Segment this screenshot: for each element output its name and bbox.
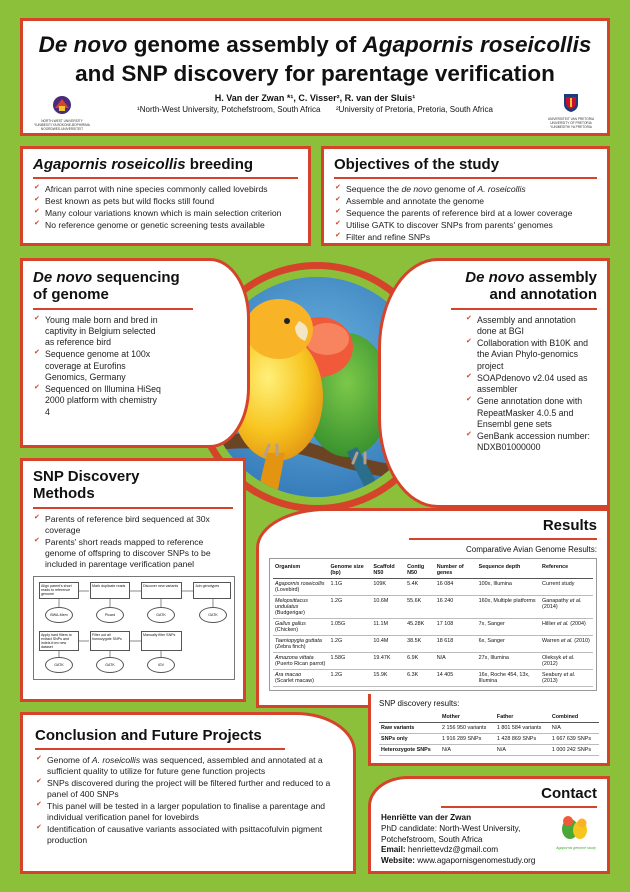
conclusion-rule — [35, 748, 285, 750]
conclusion-heading: Conclusion and Future Projects — [35, 727, 262, 744]
study-logo — [553, 815, 599, 850]
table-header — [379, 712, 440, 723]
list-item: ✔ Parents of reference bird sequenced at 30x coverage — [33, 514, 233, 536]
results-panel — [256, 508, 610, 708]
contact-rule — [441, 806, 597, 808]
snp-results-panel — [368, 694, 610, 766]
contact-role: PhD candidate: North-West University, — [381, 823, 521, 833]
nwu-emblem-icon — [50, 95, 74, 115]
ref-author: Seabury — [542, 672, 564, 679]
table-cell: Heterozygote SNPs — [379, 745, 440, 756]
objectives-item1-pre: Sequence the — [346, 184, 402, 195]
table-cell: 1.58G — [328, 653, 371, 670]
objectives-panel — [321, 146, 610, 246]
sequencing-list — [33, 315, 161, 418]
flow-tool-gatk-3: GATK — [45, 657, 73, 673]
reference-cell — [540, 619, 593, 636]
assembly-panel — [378, 258, 610, 508]
table-cell: SNPs only — [379, 734, 440, 745]
ref-author: Warren — [542, 638, 562, 645]
table-row — [273, 636, 593, 653]
conclusion-item1-pre: Genome of — [47, 755, 92, 766]
list-item: ✔ Sequence the parents of reference bird at a lower coverage — [334, 208, 597, 219]
objectives-item1-it1: de novo — [401, 184, 433, 195]
list-item: ✔ Assembly and annotation done at BGI — [465, 315, 597, 338]
table-row — [273, 653, 593, 670]
list-item: ✔ Gene annotation done with RepeatMasker 4.0.5 and Ensembl gene sets — [465, 396, 597, 430]
snp-results-table-body — [379, 723, 599, 756]
flow-node-mark-duplicates: Mark duplicate reads — [90, 582, 130, 599]
list-item: ✔ SNPs discovered during the project will be filtered further and reduced to a panel of 400 SNPs — [35, 778, 341, 800]
table-row — [273, 670, 593, 687]
organism-common: (Lovebird) — [275, 587, 300, 594]
snp-results-table — [379, 712, 599, 756]
table-cell: 1 428 869 SNPs — [495, 734, 550, 745]
title-italic-2: Agapornis roseicollis — [362, 32, 592, 57]
title-line-2: and SNP discovery for parentage verification — [75, 60, 555, 86]
table-header: Reference — [540, 562, 593, 579]
list-item: ✔ This panel will be tested in a larger population to finalise a parentage and individual verification panel for lovebirds — [35, 801, 341, 823]
list-item: ✔ GenBank accession number: NDXB01000000 — [465, 431, 597, 454]
table-row — [273, 579, 593, 596]
assembly-heading-plain-1: assembly — [524, 269, 597, 286]
up-logo-text: UNIVERSITEIT VAN PRETORIA UNIVERSITY OF PRETORIA YUNIBESITHI YA PRETORIA — [547, 117, 595, 129]
nwu-logo-text: NORTH-WEST UNIVERSITY YUNIBESITI YA BOKONE-BOPHIRIMA NOORDWES-UNIVERSITEIT — [34, 119, 90, 131]
table-cell: 19.47K — [371, 653, 405, 670]
snp-methods-list — [33, 514, 233, 570]
contact-website[interactable]: www.agapornisgenomestudy.org — [417, 855, 536, 865]
objectives-item1-it2: A. roseicollis — [477, 184, 526, 195]
list-item: ✔ Utilise GATK to discover SNPs from parents' genomes — [334, 220, 597, 231]
conclusion-panel — [20, 712, 356, 874]
assembly-heading-plain-2: and annotation — [489, 286, 597, 304]
snp-methods-heading-2: Methods — [33, 485, 95, 503]
table-cell: N/A — [440, 745, 495, 756]
flow-tool-bwa: BWA-Mem — [45, 607, 73, 623]
table-header-row — [273, 562, 593, 579]
table-row — [273, 596, 593, 619]
table-cell: 1.2G — [328, 670, 371, 687]
organism-common: (Puerto Rican parrot) — [275, 661, 326, 668]
ref-year: (2010) — [572, 638, 590, 645]
organism-latin: Ara macao — [275, 672, 302, 679]
objectives-list — [334, 184, 597, 243]
table-cell: 16x, Roche 454, 13x, Illumina — [477, 670, 540, 687]
organism-cell — [273, 670, 328, 687]
table-header: Combined — [550, 712, 599, 723]
organism-common: (Zebra finch) — [275, 644, 306, 651]
list-item: ✔ Best known as pets but wild flocks still found — [33, 196, 298, 207]
contact-website-label: Website: — [381, 855, 415, 865]
avian-genome-table-wrap — [269, 558, 597, 691]
flow-node-align: Align parent's short reads to reference genome — [39, 582, 79, 599]
ref-year: (2013) — [542, 678, 558, 685]
up-logo — [543, 93, 599, 130]
header-panel — [20, 18, 610, 136]
ref-etal: et al. — [569, 598, 582, 605]
table-header: Organism — [273, 562, 328, 579]
organism-common: (Scarlet macaw) — [275, 678, 314, 685]
table-cell: 7x, Sanger — [477, 619, 540, 636]
table-cell: 6.9K — [405, 653, 435, 670]
objectives-rule — [334, 177, 597, 179]
avian-genome-table — [273, 562, 593, 687]
ref-etal: et al. — [563, 672, 576, 679]
affiliation-1: ¹North-West University, Potchefstroom, South Africa — [137, 104, 321, 114]
sequencing-rule — [33, 308, 193, 310]
objectives-heading: Objectives of the study — [334, 156, 500, 173]
table-cell: N/A — [435, 653, 477, 670]
table-cell: 1.05G — [328, 619, 371, 636]
flow-tool-picard: Picard — [96, 607, 124, 623]
flow-node-filter-homozygote: Filter out all homozygote SNPs — [90, 631, 130, 651]
objectives-item1-mid: genome of — [432, 184, 478, 195]
flow-tool-gatk-4: GATK — [96, 657, 124, 673]
ref-author: Oleksyk — [542, 655, 563, 662]
study-logo-text: Agapornis genome study — [556, 846, 596, 850]
table-cell: 15.9K — [371, 670, 405, 687]
affiliations — [23, 105, 607, 114]
organism-latin: Taeniopygia guttata — [275, 638, 322, 645]
organism-cell — [273, 653, 328, 670]
breeding-heading-italic: Agapornis roseicollis — [33, 156, 186, 173]
sequencing-heading-plain-2: of genome — [33, 286, 109, 304]
list-item: ✔ Filter and refine SNPs — [334, 232, 597, 243]
list-item: ✔ Sequence genome at 100x coverage at Eurofins Genomics, Germany — [33, 349, 161, 383]
organism-common: (Chicken) — [275, 627, 299, 634]
table-cell: 10.6M — [371, 596, 405, 619]
flow-node-hard-filters: Apply hard filters to extract SNPs and indels from new dataset — [39, 631, 79, 651]
organism-latin: Amazona vittata — [275, 655, 314, 662]
contact-heading: Contact — [541, 785, 597, 802]
table-cell: 6.3K — [405, 670, 435, 687]
contact-website-row — [381, 856, 561, 867]
snp-methods-panel — [20, 458, 246, 702]
contact-location: Potchefstroom, South Africa — [381, 834, 483, 844]
table-cell: 2 156 950 variants — [440, 723, 495, 734]
list-item: ✔ African parrot with nine species commonly called lovebirds — [33, 184, 298, 195]
organism-cell — [273, 596, 328, 619]
lovebird-logo-icon — [556, 815, 596, 841]
organism-latin: Gallus gallus — [275, 621, 306, 628]
contact-name: Henriëtte van der Zwan — [381, 813, 472, 823]
table-cell: 1.1G — [328, 579, 371, 596]
list-item: ✔ Assemble and annotate the genome — [334, 196, 597, 207]
sequencing-panel — [20, 258, 250, 448]
nwu-logo — [33, 95, 91, 132]
table-header: Scaffold N50 — [371, 562, 405, 579]
table-cell: 1.2G — [328, 596, 371, 619]
avian-genome-table-body — [273, 579, 593, 687]
table2-caption: SNP discovery results: — [379, 699, 460, 708]
flow-node-manual-filter: Manually filter SNPs — [141, 631, 182, 651]
sequencing-heading — [33, 269, 237, 304]
organism-cell — [273, 579, 328, 596]
table-cell: 14 405 — [435, 670, 477, 687]
list-item: ✔ SOAPdenovo v2.04 used as assembler — [465, 373, 597, 396]
conclusion-list — [35, 755, 341, 846]
contact-email-row — [381, 845, 561, 856]
reference-cell — [540, 579, 593, 596]
table-cell: 10.4M — [371, 636, 405, 653]
list-item: ✔ Parents' short reads mapped to reference genome of offspring to discover SNPs to be included in parentage verification panel — [33, 537, 233, 570]
ref-author: Current study — [542, 581, 575, 588]
table-header: Genome size (bp) — [328, 562, 371, 579]
table-cell: 1 667 639 SNPs — [550, 734, 599, 745]
table-cell: 11.1M — [371, 619, 405, 636]
table-cell: 45.28K — [405, 619, 435, 636]
table-cell: 55.6K — [405, 596, 435, 619]
table-cell: 38.5K — [405, 636, 435, 653]
ref-year: (2012) — [542, 661, 558, 668]
table-cell: 160x, Multiple platforms — [477, 596, 540, 619]
contact-details — [381, 813, 561, 866]
table-cell: 16 240 — [435, 596, 477, 619]
table-row — [379, 734, 599, 745]
table-row — [273, 619, 593, 636]
results-rule — [409, 538, 597, 540]
table-header: Sequence depth — [477, 562, 540, 579]
ref-etal: et al. — [562, 655, 575, 662]
table-cell: 27x, Illumina — [477, 653, 540, 670]
breeding-list — [33, 184, 298, 231]
reference-cell — [540, 653, 593, 670]
list-item: ✔ No reference genome or genetic screening tests available — [33, 220, 298, 231]
breeding-panel — [20, 146, 311, 246]
table-header: Contig N50 — [405, 562, 435, 579]
conclusion-item1-post: was sequenced, assembled and annotated at a sufficient quality to utilize for future gene function projects — [47, 755, 323, 777]
table-row — [379, 745, 599, 756]
table-cell: 17 108 — [435, 619, 477, 636]
poster-title — [23, 31, 607, 89]
breeding-rule — [33, 177, 298, 179]
table-header: Mother — [440, 712, 495, 723]
ref-etal: et al. — [557, 621, 569, 628]
assembly-heading — [391, 269, 597, 304]
reference-cell — [540, 670, 593, 687]
list-item: ✔ Collaboration with B10K and the Avian Phylo-genomics project — [465, 338, 597, 372]
organism-cell — [273, 636, 328, 653]
authors: H. Van der Zwan *¹, C. Visser², R. van der Sluis¹ — [214, 92, 416, 103]
table-cell: 5.4K — [405, 579, 435, 596]
table-cell: 1 000 242 SNPs — [550, 745, 599, 756]
sequencing-heading-italic: De novo — [33, 269, 93, 286]
snp-methods-heading — [33, 468, 233, 503]
snp-flowchart — [33, 576, 235, 680]
contact-panel — [368, 776, 610, 874]
up-crest-icon — [563, 93, 579, 113]
assembly-heading-italic: De novo — [465, 269, 525, 286]
ref-year: (2014) — [542, 604, 558, 611]
organism-latin: Melopsittacus undulatus — [275, 598, 308, 611]
ref-etal: et al. — [561, 638, 573, 645]
conclusion-item1-it: A. roseicollis — [91, 755, 141, 766]
ref-author: Hillier — [542, 621, 558, 628]
list-item — [35, 755, 341, 777]
table-cell: N/A — [550, 723, 599, 734]
list-item: ✔ Many colour variations known which is main selection criterion — [33, 208, 298, 219]
table-row — [379, 723, 599, 734]
table-cell: 109K — [371, 579, 405, 596]
assembly-rule — [451, 308, 597, 310]
snp-methods-heading-1: SNP Discovery — [33, 468, 140, 485]
flow-tool-gatk-2: GATK — [199, 607, 227, 623]
affiliation-2: ²University of Pretoria, Pretoria, South Africa — [335, 104, 493, 114]
table1-caption: Comparative Avian Genome Results: — [465, 545, 597, 555]
breeding-heading-plain: breeding — [185, 156, 254, 173]
table-cell: 6x, Sanger — [477, 636, 540, 653]
ref-year: (2004) — [568, 621, 586, 628]
table-cell: 18 618 — [435, 636, 477, 653]
list-item: ✔ Identification of causative variants associated with psittacofulvin pigment production — [35, 824, 341, 846]
table-cell: 1 916 289 SNPs — [440, 734, 495, 745]
table-cell: 16 084 — [435, 579, 477, 596]
reference-cell — [540, 636, 593, 653]
table-cell: 1 801 584 variants — [495, 723, 550, 734]
sequencing-heading-plain-1: sequencing — [92, 269, 180, 286]
flow-tool-igv: IGV — [147, 657, 175, 673]
contact-email-label: Email: — [381, 845, 406, 855]
table-cell: N/A — [495, 745, 550, 756]
table-cell: 1.2G — [328, 636, 371, 653]
flow-tool-gatk-1: GATK — [147, 607, 175, 623]
contact-email[interactable]: henriettevdz@gmail.com — [407, 845, 499, 855]
organism-cell — [273, 619, 328, 636]
flow-node-discover-variants: Discover new variants — [141, 582, 182, 599]
ref-author: Ganapathy — [542, 598, 570, 605]
table-header: Father — [495, 712, 550, 723]
title-italic-1: De novo — [38, 32, 128, 57]
list-item: ✔ Sequenced on Illumina HiSeq 2000 platform with chemistry 4 — [33, 384, 161, 418]
title-plain-1: genome assembly of — [127, 32, 363, 57]
table-header: Number of genes — [435, 562, 477, 579]
organism-common: (Budgerigar) — [275, 610, 305, 617]
table-cell: 100x, Illumina — [477, 579, 540, 596]
snp-methods-rule — [33, 507, 233, 509]
reference-cell — [540, 596, 593, 619]
breeding-heading — [33, 156, 298, 173]
list-item — [334, 184, 597, 195]
results-heading: Results — [542, 517, 597, 534]
flow-node-join-genotypes: Join genotypes — [193, 582, 231, 599]
table-header-row — [379, 712, 599, 723]
list-item: ✔ Young male born and bred in captivity in Belgium selected as reference bird — [33, 315, 161, 349]
assembly-list — [465, 315, 597, 454]
organism-latin: Agapornis roseicollis — [275, 581, 325, 588]
table-cell: Raw variants — [379, 723, 440, 734]
